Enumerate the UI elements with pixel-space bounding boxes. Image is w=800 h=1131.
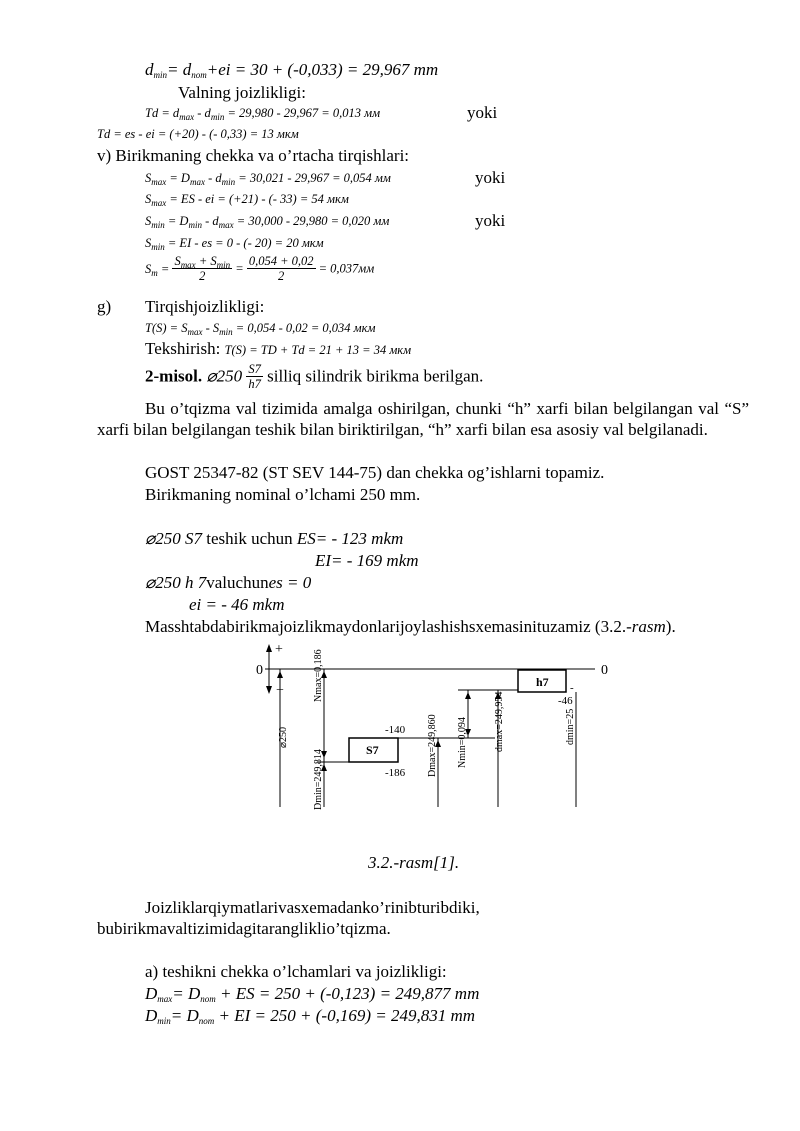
nmin-label: Nmin=0,094: [457, 717, 468, 768]
dmin-formula: $d_{min}= d_{nom}+ei = 30 + (-0,033) = 29,967$ mm: [145, 60, 439, 80]
gost-line: GOST 25347-82 (ST SEV 144-75) dan chekka og’ishlarni topamiz.: [145, 463, 605, 482]
sm-formula: $S_m$ = $\frac{S_{max} + S_{min}}{2}$ = $\frac{0,054 + 0,02}{2}$ = 0,037мм: [145, 254, 375, 283]
scheme-line: Masshtabdabirikmajoizlikmaydonlarijoylashishsxemasinituzamiz (3.2.-rasm).: [145, 617, 676, 636]
nominal-label: ⌀250: [278, 726, 289, 748]
plus-label: +: [275, 642, 283, 657]
td-formula-1: $Td = d_{max} - d_{min} = 29,980 - 29,967 = 0,013$ мм: [145, 106, 381, 122]
example-line: 2-misol. ⌀250 $\frac{S7}{h7}$ silliq silindrik birikma berilgan.: [145, 362, 484, 391]
sm-fraction-1: $\frac{S_{max} + S_{min}}{2}$: [174, 254, 231, 283]
v-heading: v) Birikmaning chekka va o’rtacha tirqishlari:: [97, 146, 410, 165]
nmax-label: Nmax=0,186: [313, 649, 324, 702]
val-minus-186: -186: [385, 767, 406, 779]
check-line: Tekshirish: T(S) = TD + Td = 21 + 13 = 34 мкм: [145, 339, 412, 358]
ts-formula: $T(S) = S_{max} - S_{min} = 0,054 - 0,02 = 0,034$ мкм: [145, 321, 376, 337]
dmin-hole-formula: $D_{min}= D_{nom}$ + EI = 250 + (-0,169) = 249,831 mm: [145, 1006, 476, 1026]
smin-formula-2: $S_{min}$ = EI - es = 0 - (- 20) = 20 мкм: [145, 236, 324, 252]
sm-fraction-2: $\frac{0,054 + 0,02}{2}$: [248, 254, 314, 283]
example-fraction: $\frac{S7}{h7}$: [248, 362, 261, 391]
td-formula-2: Td = es - ei = (+20) - (- 0,33) = 13 мкм: [97, 127, 299, 141]
yoki-3: yoki: [475, 211, 506, 230]
paragraph-2-line-2: bubirikmavaltizimidagitarangliklio’tqizma.: [97, 919, 391, 938]
val-minus-140: -140: [385, 724, 406, 736]
zero-label-left: 0: [256, 663, 263, 678]
figure-caption: 3.2.-rasm[1].: [368, 853, 460, 872]
dmax-formula: $D_{max}= D_{nom}$ + ES = 250 + (-0,123) = 249,877 mm: [145, 984, 480, 1004]
zero-label-right: 0: [601, 663, 608, 678]
smax-formula-1: $S_{max} = D_{max} - d_{min} = 30,021 - 29,967 = 0,054$ мм: [145, 171, 391, 187]
s7-label: S7: [366, 743, 379, 757]
tolerance-diagram: [240, 640, 620, 820]
dmin-hole-label: Dmin=249,814: [313, 749, 324, 810]
dmax-hole-label: Dmax=249,860: [427, 714, 438, 777]
h7-label: h7: [536, 675, 549, 689]
yoki-2: yoki: [475, 168, 506, 187]
dmin-shaft-label: dmin=25: [565, 708, 576, 745]
smax-formula-2: $S_{max}$ = ES - ei = (+21) - (- 33) = 54 мкм: [145, 192, 349, 208]
g-label: g): [97, 297, 112, 316]
minus-label: +: [276, 683, 284, 698]
g-heading: Tirqishjoizlikligi:: [145, 297, 265, 316]
shaft-deviations: ⌀250 h 7valuchunes = 0: [145, 573, 312, 592]
hole-deviations: ⌀250 S7 teshik uchun ES= - 123 mkm: [145, 529, 404, 548]
a-heading: a) teshikni chekka o’lchamlari va joizlikligi:: [145, 962, 447, 981]
val-minus-46: -46: [558, 695, 573, 707]
nominal-line: Birikmaning nominal o’lchami 250 mm.: [145, 485, 421, 504]
shaft-ei: ei = - 46 mkm: [189, 595, 285, 614]
paragraph-1: Bu o’tqizma val tizimida amalga oshirilgan, chunki “h” xarfi bilan belgilangan val “S” xarfi bilan belgilangan teshik bilan biriktirilgan, “h” xarfi bilan esa asosiy val belgilanadi.: [97, 399, 749, 439]
yoki-1: yoki: [467, 103, 498, 122]
smin-formula-1: $S_{min} = D_{min} - d_{max} = 30,000 - 29,980 = 0,020$ мм: [145, 214, 390, 230]
dash-mark: -: [570, 682, 574, 694]
paragraph-2-line-1: Joizliklarqiymatlarivasxemadanko’rinibturibdiki,: [145, 898, 480, 917]
dmax-shaft-label: dmax=249,954: [494, 691, 505, 752]
hole-ei: EI= - 169 mkm: [315, 551, 419, 570]
val-heading: Valning joizlikligi:: [178, 83, 306, 102]
